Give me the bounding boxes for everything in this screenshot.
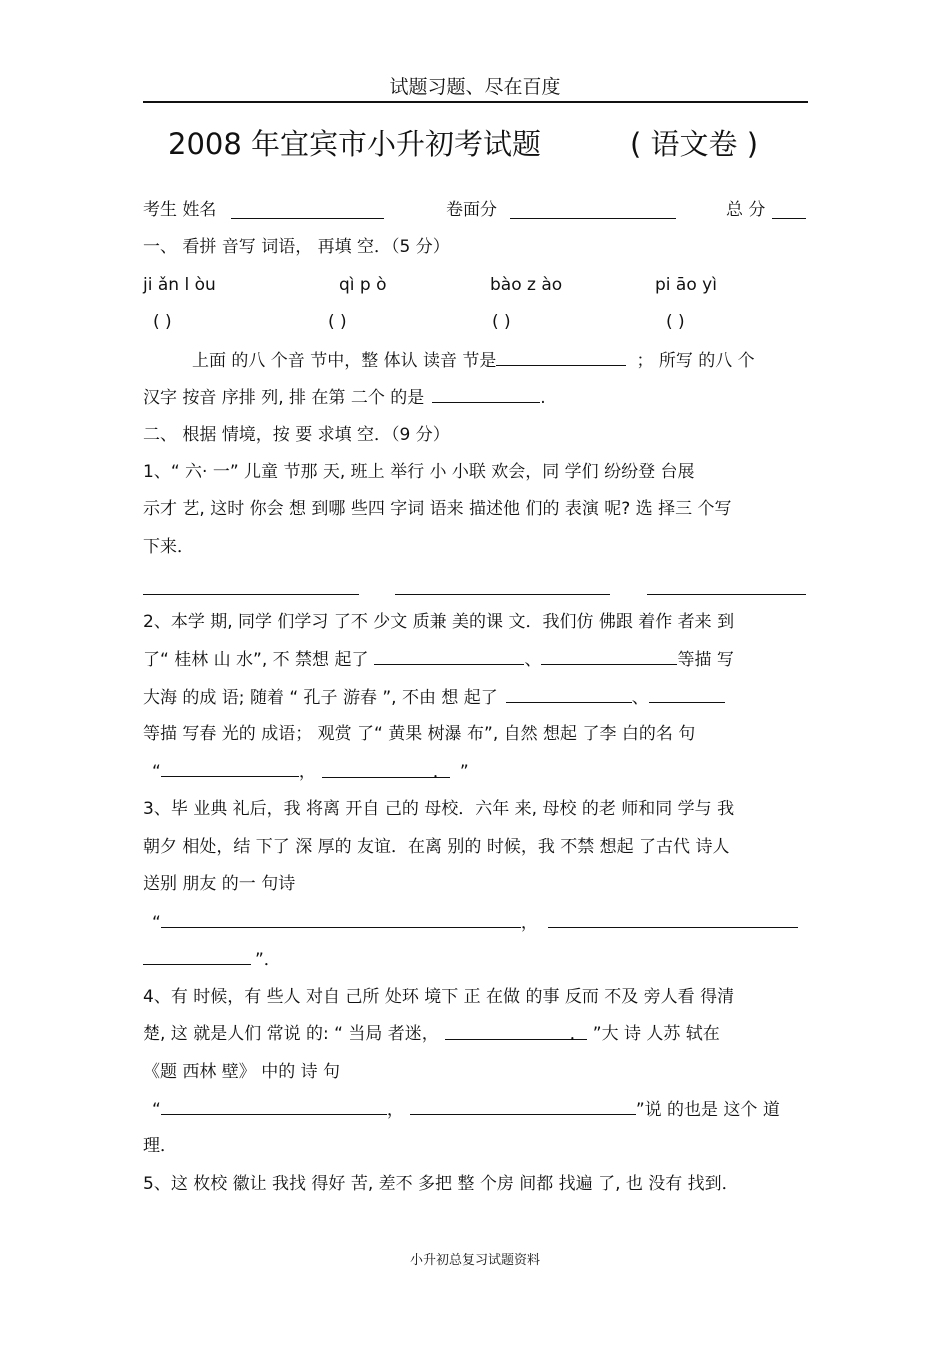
q1-answer-line-2 (395, 594, 610, 595)
q2-line3 (143, 686, 725, 709)
section1-line1 (192, 349, 755, 372)
q3-blank-2 (548, 911, 798, 928)
section2-heading: 二、 根据 情境，按 要 求填 空．（9 分） (143, 425, 450, 445)
score-label: 卷面分 (446, 200, 497, 220)
syllable-blank (496, 349, 626, 366)
q2-line2 (143, 648, 734, 671)
q3-line3: 送别 朋友 的一 句诗 (143, 874, 296, 894)
q2-blank-5 (161, 760, 299, 777)
answer-paren-3: ( ) (492, 312, 511, 332)
q1-answer-line-1 (143, 594, 359, 595)
section1-line2-pre: 汉字 按音 序排 列, 排 在第 二个 的是 (143, 388, 425, 408)
pinyin-1: ji ǎn l òu (143, 275, 216, 295)
q2-line5-close: ” (459, 762, 469, 782)
exam-title: 2008 年宜宾市小升初考试题 (168, 127, 542, 161)
total-label: 总 分 (726, 200, 766, 220)
q4-line2 (143, 1023, 720, 1045)
q3-line4-comma: ， (520, 913, 538, 933)
q2-line4: 等描 写春 光的 成语； 观赏 了“ 黄果 树瀑 布”, 自然 想起 了李 白的名 句 (143, 724, 696, 744)
q3-line5-close: ”． (255, 950, 281, 970)
q4-blank-1 (445, 1023, 587, 1044)
q2-line2-post: 等描 写 (677, 650, 734, 670)
q3-line4 (152, 911, 798, 934)
section1-line2-end: . (540, 388, 546, 408)
q3-line4-open: “ (152, 913, 161, 933)
q1-line3: 下来． (143, 537, 194, 557)
q4-line5: 理． (143, 1136, 177, 1156)
section1-line1-post: ； 所写 的八 个 (636, 351, 755, 371)
section1-line1-pre: 上面 的八 个音 节中，整 体认 读音 节是 (192, 351, 497, 371)
site-header-title: 试题习题、尽在百度 (389, 76, 561, 98)
q4-line2-post: ”大 诗 人苏 轼在 (592, 1024, 720, 1044)
q2-line3-sep: 、 (631, 688, 649, 708)
q1-line1: 1、“ 六· 一” 儿童 节那 天, 班上 举行 小 小联 欢会，同 学们 纷纷登 台展 (143, 462, 695, 482)
q3-line1: 3、毕 业典 礼后，我 将离 开自 己的 母校．六年 来, 母校 的老 师和同 学与 我 (143, 799, 735, 819)
q2-blank-1 (374, 648, 524, 665)
q1-answer-line-3 (647, 594, 806, 595)
q4-line2-pre: 楚, 这 就是人们 常说 的: “ 当局 者迷， (143, 1024, 439, 1044)
q4-line4-comma: ， (386, 1100, 404, 1120)
second-char-blank (432, 386, 540, 403)
q2-line2-sep: 、 (524, 650, 542, 670)
q3-blank-1 (161, 911, 521, 928)
q4-line4 (152, 1098, 780, 1121)
q4-line4-post: ”说 的也是 这个 道 (635, 1100, 780, 1120)
q2-line5-open: “ (152, 762, 161, 782)
section1-heading: 一、 看拼 音写 词语， 再填 空．（5 分） (143, 237, 450, 257)
page-footer: 小升初总复习试题资料 (409, 1253, 540, 1268)
q4-line4-open: “ (152, 1100, 161, 1120)
q3-blank-3 (143, 948, 251, 965)
answer-paren-2: ( ) (328, 312, 347, 332)
exam-subject: ( 语文卷 ) (630, 127, 759, 161)
answer-paren-4: ( ) (666, 312, 685, 332)
q4-blank-3 (410, 1098, 636, 1115)
q4-line2-dot: ． (569, 1024, 587, 1044)
q2-blank-4 (649, 686, 725, 703)
header-divider (143, 101, 808, 103)
q2-blank-2 (541, 648, 677, 665)
q1-line2: 示才 艺, 这时 你会 想 到哪 些四 字词 语来 描述他 们的 表演 呢? 选 择三 个写 (143, 499, 732, 519)
q3-line5 (143, 948, 281, 971)
q5-line1: 5、这 枚校 徽让 我找 得好 苦, 差不 多把 整 个房 间都 找遍 了, 也 没有 找到． (143, 1174, 739, 1194)
pinyin-2: qì p ò (339, 275, 387, 295)
q3-line2: 朝夕 相处，结 下了 深 厚的 友谊．在离 别的 时候，我 不禁 想起 了古代 诗人 (143, 837, 730, 857)
q2-line3-pre: 大海 的成 语; 随着 “ 孔子 游春 ”, 不由 想 起了 (143, 688, 498, 708)
pinyin-4: pi āo yì (655, 275, 717, 295)
q2-line1: 2、本学 期, 同学 们学习 了不 少文 质兼 美的课 文．我们仿 佛跟 着作 者来 到 (143, 612, 735, 632)
q2-line5-dot: ． (432, 762, 450, 782)
q4-line1: 4、有 时候，有 些人 对自 己所 处环 境下 正 在做 的事 反而 不及 旁人看 得清 (143, 987, 735, 1007)
section1-line2 (143, 386, 546, 409)
score-blank (510, 218, 676, 219)
total-blank (772, 218, 806, 219)
q4-line3: 《题 西林 壁》 中的 诗 句 (143, 1062, 341, 1082)
q2-line5 (152, 760, 469, 783)
q4-blank-2 (161, 1098, 387, 1115)
q2-line5-comma: ， (298, 762, 316, 782)
q2-blank-6 (322, 761, 450, 782)
name-blank (231, 218, 384, 219)
answer-paren-1: ( ) (153, 312, 172, 332)
q2-blank-3 (506, 686, 632, 703)
name-label: 考生 姓名 (143, 200, 217, 220)
q2-line2-pre: 了“ 桂林 山 水”, 不 禁想 起了 (143, 650, 369, 670)
pinyin-3: bào z ào (490, 275, 563, 295)
